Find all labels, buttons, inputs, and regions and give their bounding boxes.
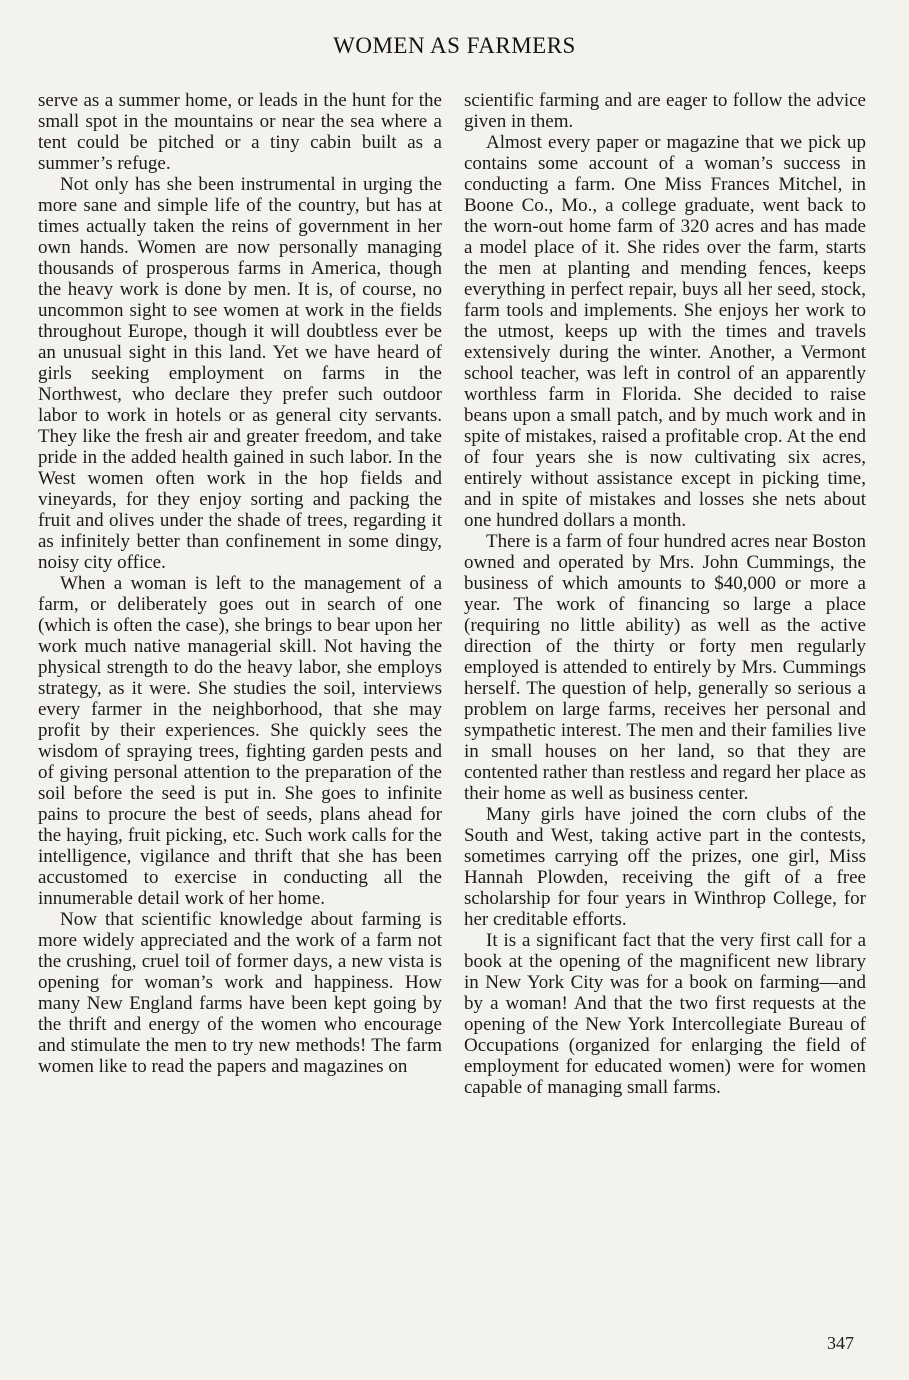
paragraph: When a woman is left to the management of a farm, or deliberately goes out in search of one (which is often the case), she brings to bear upon her work much native managerial skill. Not having the physical strength to do the heavy labor, she employs strategy, as it were. She studies the soil, interviews every farmer in the neighborhood, that she may profit by their experiences. She quickly sees the wisdom of spraying trees, fighting garden pests and of giving personal attention to the preparation of the soil before the seed is put in. She goes to infinite pains to procure the best of seeds, plans ahead for the haying, fruit picking, etc. Such work calls for the intelligence, vigilance and thrift that she has been accustomed to exercise in conducting all the innumerable detail work of her home.	[38, 573, 442, 909]
right-column	[464, 90, 866, 1098]
paragraph: scientific farming and are eager to follow the advice given in them.	[464, 90, 866, 132]
left-column	[38, 90, 442, 1077]
paragraph: Not only has she been instrumental in urging the more sane and simple life of the country, but has at times actually taken the reins of government in her own hands. Women are now personally managing thousands of prosperous farms in America, though the heavy work is done by men. It is, of course, no uncommon sight to see women at work in the fields throughout Europe, though it will doubtless ever be an unusual sight in this land. Yet we have heard of girls seeking employment on farms in the Northwest, who declare they prefer such outdoor labor to work in hotels or as general city servants. They like the fresh air and greater freedom, and take pride in the added health gained in such labor. In the West women often work in the hop fields and vineyards, for they enjoy sorting and packing the fruit and olives under the shade of trees, regarding it as infinitely better than confinement in some dingy, noisy city office.	[38, 174, 442, 573]
paragraph: Now that scientific knowledge about farming is more widely appreciated and the work of a farm not the crushing, cruel toil of former days, a new vista is opening for woman’s work and happiness. How many New England farms have been kept going by the thrift and energy of the women who encourage and stimulate the men to try new methods! The farm women like to read the papers and magazines on	[38, 909, 442, 1077]
paragraph: There is a farm of four hundred acres near Boston owned and operated by Mrs. John Cummings, the business of which amounts to $40,000 or more a year. The work of financing so large a place (requiring no little ability) as well as the active direction of the thirty or forty men regularly employed is attended to entirely by Mrs. Cummings herself. The question of help, generally so serious a problem on large farms, receives her personal and sympathetic interest. The men and their families live in small houses on her land, so that they are contented rather than restless and regard her place as their home as well as business center.	[464, 531, 866, 804]
running-head-title: WOMEN AS FARMERS	[333, 33, 576, 58]
paragraph: Many girls have joined the corn clubs of the South and West, taking active part in the contests, sometimes carrying off the prizes, one girl, Miss Hannah Plowden, receiving the gift of a free scholarship for four years in Winthrop College, for her creditable efforts.	[464, 804, 866, 930]
paragraph: serve as a summer home, or leads in the hunt for the small spot in the mountains or near the sea where a tent could be pitched or a tiny cabin built as a summer’s refuge.	[38, 90, 442, 174]
paragraph: Almost every paper or magazine that we pick up contains some account of a woman’s success in conducting a farm. One Miss Frances Mitchel, in Boone Co., Mo., a college graduate, went back to the worn-out home farm of 320 acres and has made a model place of it. She rides over the farm, starts the men at planting and mending fences, keeps everything in perfect repair, buys all her seed, stock, farm tools and implements. She enjoys her work to the utmost, keeps up with the times and travels extensively during the winter. Another, a Vermont school teacher, was left in control of an apparently worthless farm in Florida. She decided to raise beans upon a small patch, and by much work and in spite of mistakes, raised a profitable crop. At the end of four years she is now cultivating six acres, entirely without assistance except in picking time, and in spite of mistakes and losses she nets about one hundred dollars a month.	[464, 132, 866, 531]
paragraph: It is a significant fact that the very first call for a book at the opening of the magnificent new library in New York City was for a book on farming—and by a woman! And that the two first requests at the opening of the New York Intercollegiate Bureau of Occupations (organized for enlarging the field of employment for educated women) were for women capable of managing small farms.	[464, 930, 866, 1098]
page-number: 347	[827, 1333, 854, 1353]
